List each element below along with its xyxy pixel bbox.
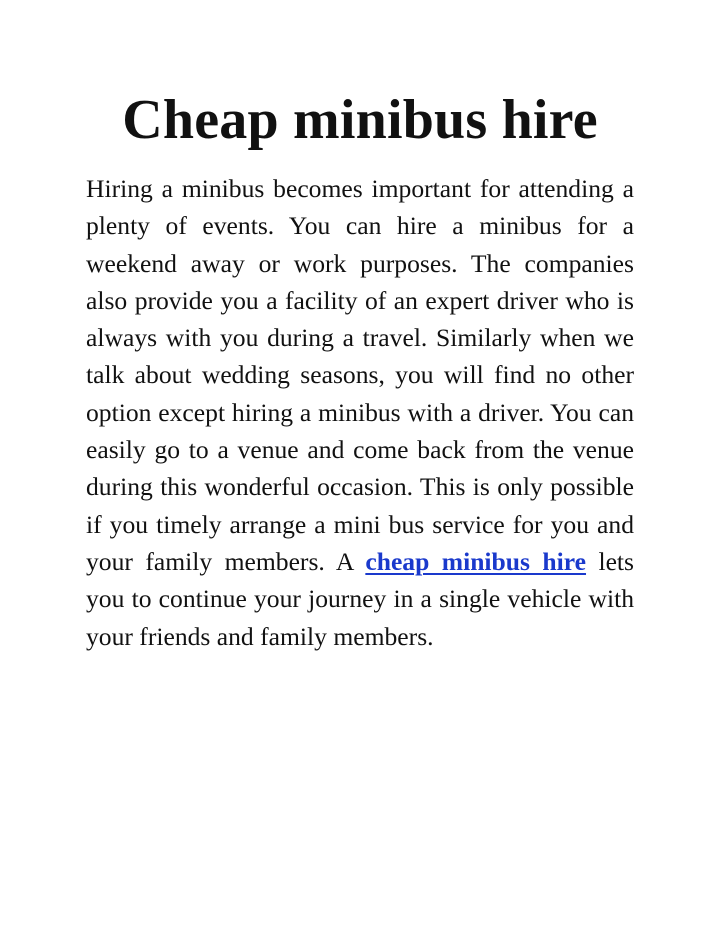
paragraph-text-before-link: Hiring a minibus becomes important for attending a plenty of events. You can hire a minibus for a weekend away or work purposes. The companies also provide you a facility of an expert driver who is always with you during a travel. Similarly when we talk about wedding seasons, you will find no other option except hiring a minibus with a driver. You can easily go to a venue and come back from the venue during this wonderful occasion. This is only possible if you timely arrange a mini bus service for you and your family members. A bbox=[86, 174, 634, 576]
page-title: Cheap minibus hire bbox=[122, 89, 598, 151]
body-paragraph bbox=[86, 170, 634, 655]
paragraph-text-after-link: lets you to continue your journey in a single vehicle with your friends and family members. bbox=[86, 546, 634, 651]
cheap-minibus-hire-link[interactable]: cheap minibus hire bbox=[365, 546, 587, 576]
